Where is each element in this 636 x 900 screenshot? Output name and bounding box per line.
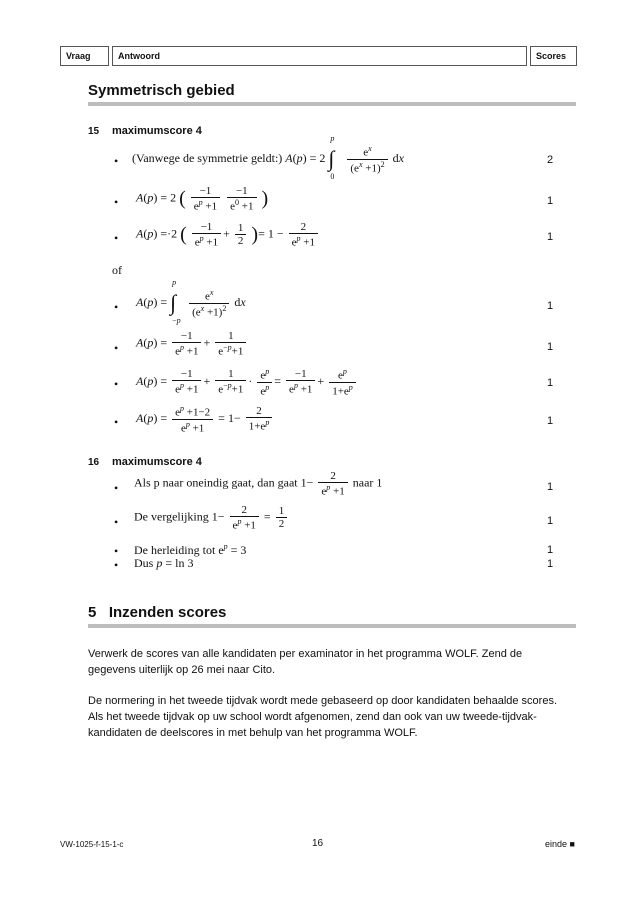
q15-row6-formula: A(p) = $\frac{-1}{e^p +1}$ + $\frac{1}{e^{-p}+1}$ · $\frac{e^p}{e^p}$ = $\frac{-1}{e^p +1}$ + $\frac{e^p}{1+e^p}$ — [136, 367, 358, 397]
q15-row5-score: 1 — [547, 341, 554, 353]
q15-row3-score: 1 — [547, 231, 554, 243]
q16-row1-post: naar 1 — [352, 475, 383, 490]
q16-row1-formula: Als p naar oneindig gaat, dan gaat 1− $\frac{2}{e^p +1}$ naar 1 — [134, 470, 383, 498]
q15-row7-formula: A(p) = $\frac{e^p +1-2}{e^p +1}$ = 1− $\frac{2}{1+e^p}$ — [136, 404, 274, 434]
q16-row2-pre: De vergelijking — [134, 509, 209, 524]
footer-code: VW-1025-f-15-1-c — [60, 840, 124, 849]
q16-row3-pre: De herleiding tot — [134, 543, 216, 557]
header-antwoord: Antwoord — [112, 46, 527, 66]
q15-row2-score: 1 — [547, 195, 554, 207]
section-rule — [88, 102, 576, 106]
bullet: • — [114, 515, 119, 529]
q15-row1-formula: (Vanwege de symmetrie geldt:) A(p) = 2 ∫ p 0 $\frac{e^x}{(e^x +1)^2}$ dx — [132, 134, 404, 182]
bullet: • — [114, 415, 119, 429]
q15-row7-score: 1 — [547, 415, 554, 427]
bullet: • — [114, 377, 119, 391]
q15-row4-score: 1 — [547, 300, 554, 312]
section-title-inzenden: 5 Inzenden scores — [88, 604, 227, 621]
paragraph-1: Verwerk de scores van alle kandidaten per examinator in het programma WOLF. Zend de gegevens uiterlijk op 26 mei naar Cito. — [88, 648, 523, 676]
bullet: • — [114, 231, 119, 245]
footer-page-number: 16 — [312, 838, 324, 849]
q15-maxscore: maximumscore 4 — [112, 125, 202, 137]
q15-row1-text: (Vanwege de symmetrie geldt:) — [132, 150, 283, 165]
q15-row1-score: 2 — [547, 154, 554, 166]
bullet: • — [114, 558, 119, 572]
q16-row1-score: 1 — [547, 481, 554, 493]
bullet: • — [114, 544, 119, 558]
bullet: • — [114, 154, 119, 168]
q16-row4-pre: Dus — [134, 556, 154, 570]
q16-row2-score: 1 — [547, 515, 554, 527]
bullet: • — [114, 300, 119, 314]
q15-row5-formula: A(p) = $\frac{-1}{e^p +1}$ + $\frac{1}{e^{-p}+1}$ — [136, 330, 248, 358]
q16-row2-formula: De vergelijking 1− $\frac{2}{e^p +1}$ = $\frac{1}{2}$ — [134, 504, 289, 532]
header-vraag: Vraag — [60, 46, 109, 66]
q15-row3-formula: A(p) =·2 ( $\frac{-1}{e^p +1}$ + $\frac{1}{2}$ )= 1 − $\frac{2}{e^p +1}$ — [136, 221, 320, 249]
q15-of: of — [112, 263, 122, 277]
paragraph-2: De normering in het tweede tijdvak wordt mede gebaseerd op door kandidaten behaalde scores. Als het tweede tijdvak op uw school wordt afgenomen, zend dan ook van uw tweede-tijdvak-kandidaten de deelscores in met behulp van het programma WOLF. — [88, 695, 558, 739]
bullet: • — [114, 341, 119, 355]
section-rule — [88, 624, 576, 628]
footer-end: einde ■ — [545, 839, 575, 849]
question-number-16: 16 — [88, 457, 100, 468]
q16-row3-score: 1 — [547, 544, 554, 556]
q16-row1-pre: Als p naar oneindig gaat, dan gaat — [134, 475, 298, 490]
q16-row4-score: 1 — [547, 558, 554, 570]
q15-row2-formula: A(p) = 2 ( $\frac{-1}{e^p +1}$ $\frac{-1}{e^0 +1}$ ) — [136, 185, 269, 213]
q16-row4-formula: Dus p = ln 3 — [134, 556, 194, 570]
bullet: • — [114, 481, 119, 495]
q16-maxscore: maximumscore 4 — [112, 456, 202, 468]
header-scores: Scores — [530, 46, 577, 66]
q15-row4-formula: A(p) = ∫ p −p $\frac{e^x}{(e^x +1)^2}$ dx — [136, 278, 246, 326]
q16-row3-formula: De herleiding tot $e^p = 3$ — [134, 542, 247, 557]
question-number-15: 15 — [88, 126, 100, 137]
q15-row6-score: 1 — [547, 377, 554, 389]
section-title-symmetrisch: Symmetrisch gebied — [88, 82, 235, 99]
bullet: • — [114, 195, 119, 209]
